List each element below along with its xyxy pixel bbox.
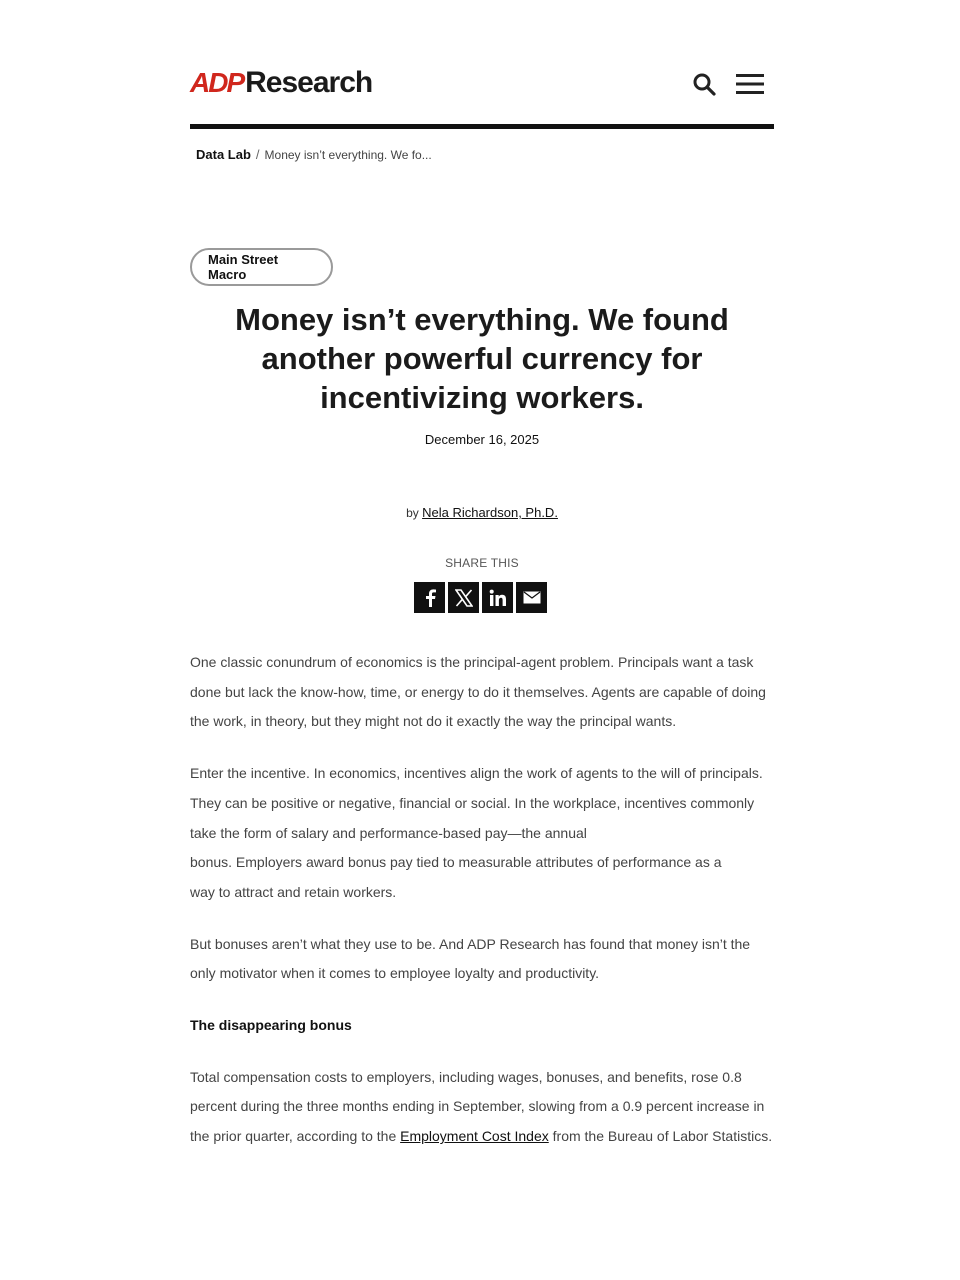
logo-mark: ADP bbox=[190, 67, 244, 98]
facebook-icon[interactable] bbox=[414, 582, 445, 613]
paragraph-2-line-2: They can be positive or negative, financial or social. In the workplace, incentives commonly bbox=[190, 794, 755, 811]
title-line-2: another powerful currency for bbox=[261, 341, 703, 376]
paragraph-2-line-4: bonus. Employers award bonus pay tied to measurable attributes of performance as a bbox=[190, 854, 722, 871]
hamburger-menu-icon[interactable] bbox=[736, 70, 764, 98]
linkedin-icon[interactable] bbox=[482, 582, 513, 613]
employment-cost-index-link[interactable]: Employment Cost Index bbox=[400, 1128, 549, 1145]
breadcrumb-separator: / bbox=[255, 147, 260, 162]
article-title bbox=[190, 300, 774, 417]
share-buttons bbox=[414, 582, 547, 613]
paragraph-4 bbox=[190, 1063, 774, 1152]
breadcrumb bbox=[196, 146, 432, 164]
title-line-3: incentivizing workers. bbox=[320, 380, 644, 415]
category-tag-button[interactable]: Main Street Macro bbox=[190, 248, 333, 286]
adp-research-logo[interactable] bbox=[190, 68, 372, 98]
header-actions bbox=[690, 70, 764, 98]
paragraph-2-line-3: take the form of salary and performance-based pay—the annual bbox=[190, 824, 587, 841]
paragraph-1: One classic conundrum of economics is the principal-agent problem. Principals want a task done but lack the know-how, time, or energy to do it themselves. Agents are capable of doing the work, in theory, but they might not do it exactly the way the principal wants. bbox=[190, 654, 766, 730]
paragraph-4-text-a: Total compensation costs to employers, including wages, bonuses, and benefits, rose 0.8 percent during the three months ending in September, slowing from a 0.9 percent increase in the prior quarter, according to the bbox=[190, 1068, 765, 1145]
paragraph-2-line-5: way to attract and retain workers. bbox=[190, 883, 397, 900]
header-divider bbox=[190, 124, 774, 129]
article-body bbox=[190, 648, 774, 1174]
paragraph-4-text-b: from the Bureau of Labor Statistics. bbox=[548, 1128, 773, 1145]
author-link[interactable]: Nela Richardson, Ph.D. bbox=[422, 505, 558, 520]
paragraph-3: But bonuses aren’t what they use to be. And ADP Research has found that money isn’t the only motivator when it comes to employee loyalty and productivity. bbox=[190, 935, 751, 982]
email-icon[interactable] bbox=[516, 582, 547, 613]
logo-text: Research bbox=[245, 66, 373, 99]
byline-prefix: by bbox=[406, 506, 419, 520]
paragraph-2 bbox=[190, 759, 774, 908]
breadcrumb-current: Money isn’t everything. We fo... bbox=[264, 148, 432, 162]
search-icon[interactable] bbox=[690, 70, 718, 98]
publish-date: December 16, 2025 bbox=[424, 432, 540, 447]
site-header bbox=[190, 62, 774, 106]
section-heading: The disappearing bonus bbox=[190, 1017, 352, 1034]
title-line-1: Money isn’t everything. We found bbox=[235, 302, 729, 337]
share-label: SHARE THIS bbox=[445, 556, 519, 570]
breadcrumb-data-lab-link[interactable]: Data Lab bbox=[196, 147, 251, 162]
x-icon[interactable] bbox=[448, 582, 479, 613]
byline bbox=[190, 505, 774, 520]
paragraph-2-line-1: Enter the incentive. In economics, incentives align the work of agents to the will of principals. bbox=[190, 765, 763, 782]
